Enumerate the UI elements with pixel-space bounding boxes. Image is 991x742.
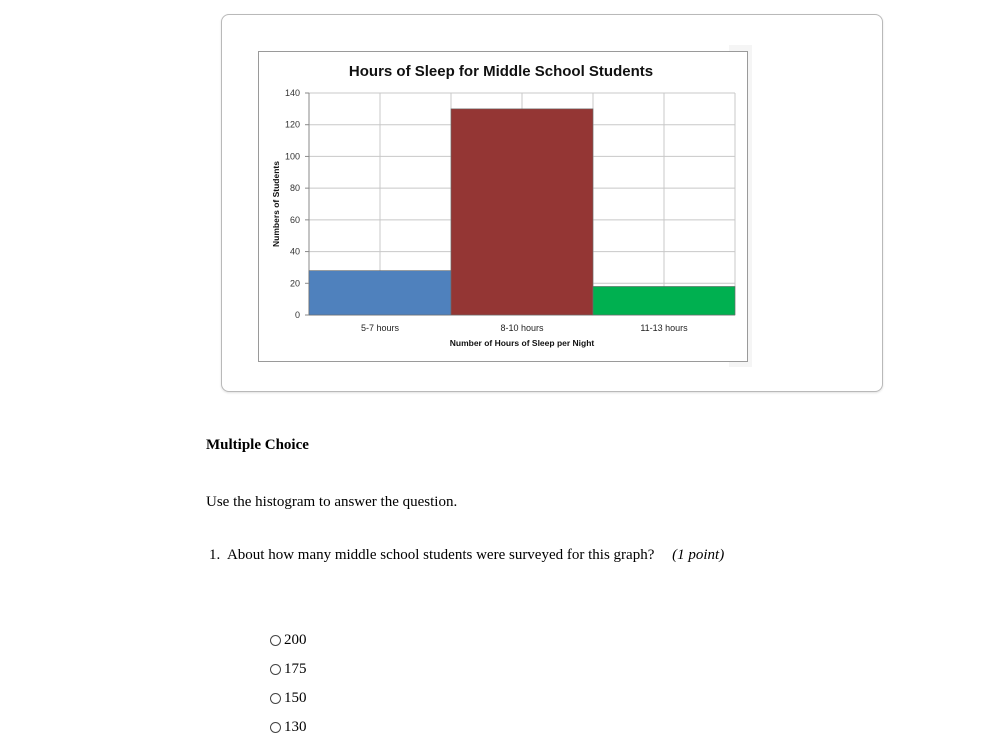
y-tick-label: 100 [284, 151, 300, 162]
radio-button[interactable] [270, 693, 281, 704]
chart-bars [309, 109, 735, 315]
y-tick-label: 40 [289, 246, 300, 257]
option-label: 175 [284, 661, 307, 677]
question-number: 1. [209, 547, 221, 563]
chart-title: Hours of Sleep for Middle School Students [348, 63, 654, 80]
x-tick-label: 5-7 hours [360, 323, 400, 333]
x-tick-label: 8-10 hours [500, 323, 544, 333]
instructions-text: Use the histogram to answer the question. [206, 494, 458, 510]
option-2[interactable] [270, 655, 307, 684]
chart-y-ticks [285, 88, 309, 320]
bar-5-7-hours [309, 271, 451, 315]
y-tick-label: 80 [289, 183, 300, 194]
bar-8-10-hours [451, 109, 593, 315]
question-text: About how many middle school students were surveyed for this graph? [226, 547, 655, 563]
y-tick-label: 0 [294, 310, 300, 320]
radio-button[interactable] [270, 664, 281, 675]
y-tick-label: 140 [284, 88, 300, 98]
y-tick-label: 60 [289, 214, 300, 225]
radio-button[interactable] [270, 635, 281, 646]
x-tick-label: 11-13 hours [640, 323, 688, 333]
option-1[interactable] [270, 626, 307, 655]
question-points: (1 point) [672, 547, 725, 563]
option-4[interactable] [270, 713, 307, 742]
bar-11-13-hours [593, 286, 735, 315]
option-label: 130 [284, 719, 307, 735]
y-tick-label: 120 [284, 119, 300, 130]
option-label: 200 [284, 632, 307, 648]
y-axis-label: Numbers of Students [271, 161, 281, 247]
answer-options [270, 626, 307, 742]
x-axis-label: Number of Hours of Sleep per Night [449, 338, 595, 348]
section-heading: Multiple Choice [206, 437, 309, 453]
question-1 [209, 547, 724, 564]
option-label: 150 [284, 690, 307, 706]
radio-button[interactable] [270, 722, 281, 733]
y-tick-label: 20 [289, 278, 300, 289]
option-3[interactable] [270, 684, 307, 713]
chart-x-ticks [361, 323, 688, 333]
